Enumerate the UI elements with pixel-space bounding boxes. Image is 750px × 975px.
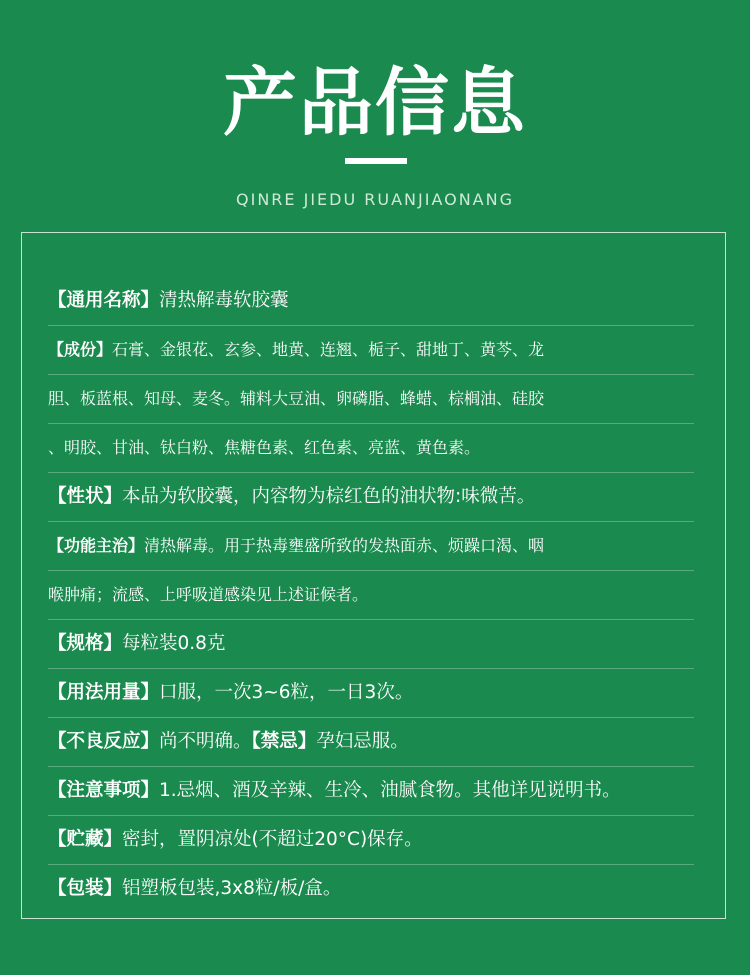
value-generic-name: 清热解毒软胶囊 [159,290,289,311]
row-indications [48,522,694,620]
label-ingredients: 【成份】 [48,340,113,359]
row-package [48,865,694,913]
row-properties [48,473,694,522]
row-specification [48,620,694,669]
label-dosage: 【用法用量】 [48,682,160,703]
label-storage: 【贮藏】 [48,829,123,850]
label-package: 【包装】 [48,878,123,899]
value-properties: 本品为软胶囊，内容物为棕红色的油状物:味微苦。 [122,486,536,507]
value-ingredients-line1: 石膏、金银花、玄参、地黄、连翘、栀子、甜地丁、黄芩、龙 [112,340,545,359]
label-indications: 【功能主治】 [48,536,145,555]
row-generic-name [48,277,694,326]
value-package: 铝塑板包装,3x8粒/板/盒。 [122,878,342,899]
row-adverse-reactions [48,718,694,767]
value-ingredients-line2: 胆、板蓝根、知母、麦冬。辅料大豆油、卵磷脂、蜂蜡、棕榈油、硅胶 [48,375,694,424]
label-generic-name: 【通用名称】 [48,290,160,311]
title-divider [345,158,407,164]
value-indications-line2: 喉肿痛；流感、上呼吸道感染见上述证候者。 [48,585,369,604]
label-adverse-reactions: 【不良反应】 [48,731,160,752]
value-precautions: 1.忌烟、酒及辛辣、生冷、油腻食物。其他详见说明书。 [159,780,621,801]
page-title: 产品信息 [223,60,527,146]
value-adverse-reactions: 尚不明确。 [159,731,252,752]
row-storage [48,816,694,865]
info-list [48,277,694,913]
value-ingredients-line3: 、明胶、甘油、钛白粉、焦糖色素、红色素、亮蓝、黄色素。 [48,438,481,457]
label-contraindications: 【禁忌】 [251,731,317,752]
value-storage: 密封，置阴凉处(不超过20°C)保存。 [122,829,423,850]
row-ingredients [48,326,694,473]
value-specification: 每粒装0.8克 [122,633,226,654]
value-contraindications: 孕妇忌服。 [316,731,409,752]
label-precautions: 【注意事项】 [48,780,160,801]
value-dosage: 口服，一次3~6粒，一日3次。 [159,682,414,703]
page-subtitle: QINRE JIEDU RUANJIAONANG [236,190,514,209]
label-specification: 【规格】 [48,633,123,654]
label-properties: 【性状】 [48,486,123,507]
row-precautions [48,767,694,816]
value-indications-line1: 清热解毒。用于热毒壅盛所致的发热面赤、烦躁口渴、咽 [144,536,545,555]
row-dosage [48,669,694,718]
